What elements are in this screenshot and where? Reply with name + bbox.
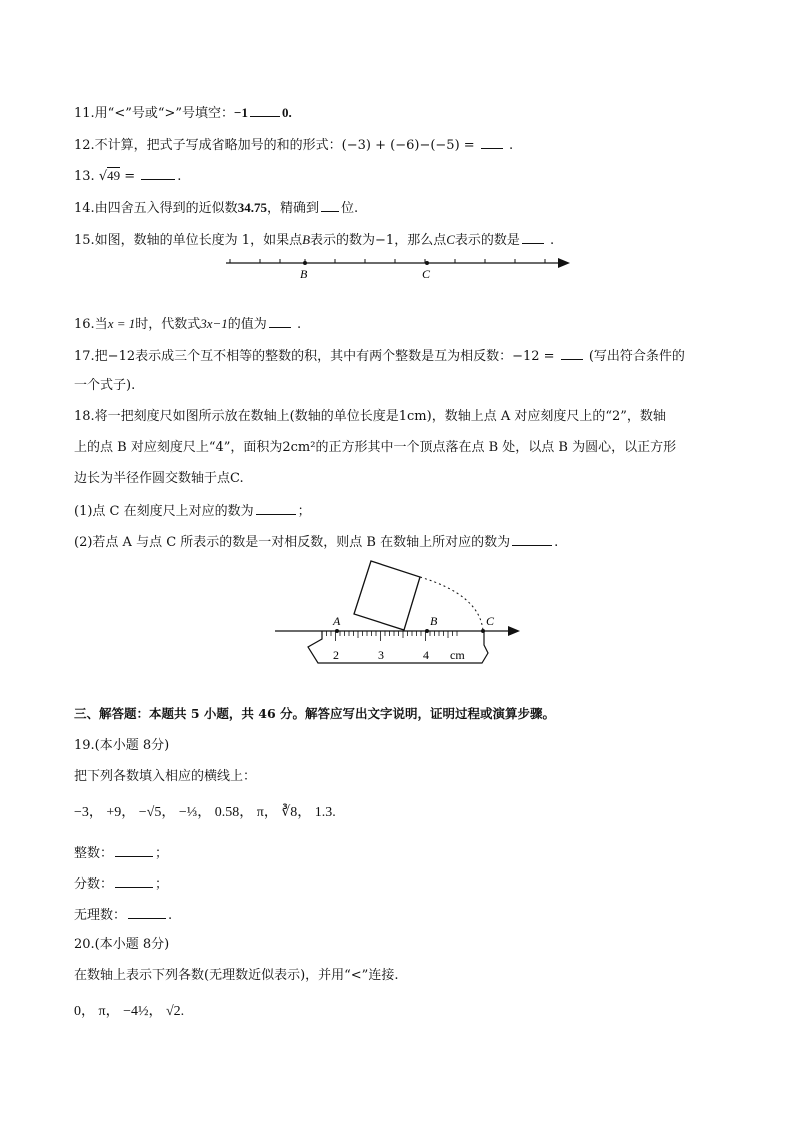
- question-19-head: 19.(本小题 8分): [74, 738, 170, 753]
- question-18-sub2: [74, 532, 558, 552]
- fraction-label: 分数：: [74, 877, 114, 892]
- question-20-numbers: 0， π， −4½， √2.: [74, 1004, 185, 1019]
- q16-blank[interactable]: [269, 314, 291, 328]
- section-3-title: 三、解答题：本题共 5 小题，共 46 分。解答应写出文字说明，证明过程或演算步骤。: [74, 706, 556, 721]
- q16-prefix: 16.当: [74, 317, 108, 332]
- square: [354, 561, 420, 630]
- q11-prefix: 11.用“<”号或“>”号填空：: [74, 106, 235, 121]
- q15-text: 15.如图，数轴的单位长度为 1，如果点: [74, 233, 303, 248]
- q14-blank[interactable]: [321, 198, 339, 212]
- q16-end: .: [296, 317, 302, 332]
- q17-blank[interactable]: [561, 346, 583, 360]
- label-c: C: [422, 267, 431, 281]
- sqrt-symbol: √: [98, 169, 108, 184]
- question-11: [74, 103, 292, 123]
- fraction-end: ；: [155, 877, 169, 892]
- q15-tail: 表示的数是: [454, 233, 520, 248]
- q17-line1: 17.把−12表示成三个互不相等的整数的积，其中有两个整数是互为相反数：−12 =: [74, 349, 559, 364]
- integer-row: [74, 843, 168, 863]
- integer-end: ；: [155, 846, 169, 861]
- q12-blank[interactable]: [481, 135, 503, 149]
- q13-end: .: [177, 169, 182, 184]
- fig-label-c: C: [486, 614, 495, 628]
- q11-left: −1: [234, 105, 248, 120]
- q14-value: 34.75: [237, 200, 267, 215]
- question-19-instruction: 把下列各数填入相应的横线上：: [74, 769, 257, 784]
- question-17: [74, 346, 685, 366]
- q18-sub2-blank[interactable]: [512, 532, 552, 546]
- ruler-label-2: 2: [333, 648, 339, 662]
- q15-blank[interactable]: [522, 230, 544, 244]
- q14-end: 位.: [340, 201, 359, 216]
- q15-end: .: [550, 233, 555, 248]
- question-13: [74, 166, 181, 186]
- question-12: [74, 135, 513, 155]
- question-19-numbers: −3， +9， −√5， −⅓， 0.58， π， ∛8， 1.3.: [74, 805, 336, 820]
- q18-sub2-end: .: [554, 535, 559, 550]
- irrational-row: [74, 905, 172, 925]
- question-18-sub1: [74, 501, 311, 521]
- q11-right: 0.: [281, 105, 292, 120]
- ruler-ticks: [322, 631, 457, 641]
- q13-blank[interactable]: [141, 166, 175, 180]
- ruler-label-4: 4: [423, 648, 429, 662]
- q18-sub1-end: ；: [297, 504, 311, 519]
- fig-label-a: A: [333, 614, 341, 628]
- question-20-instruction: 在数轴上表示下列各数(无理数近似表示)，并用“<”连接.: [74, 968, 399, 983]
- q18-sub2-text: (2)若点 A 与点 C 所表示的数是一对相反数，则点 B 在数轴上所对应的数为: [74, 535, 511, 550]
- q16-cond: x = 1: [107, 316, 136, 331]
- fig-point-b: [425, 629, 429, 633]
- question-15: [74, 230, 554, 250]
- q16-tail: 的值为: [227, 317, 267, 332]
- q15-mid: 表示的数为−1，那么点: [310, 233, 447, 248]
- fig-point-a: [335, 629, 339, 633]
- q12-text: 12.不计算，把式子写成省略加号的和的形式：(−3) + (−6)−(−5) =: [74, 138, 479, 153]
- ruler-unit: cm: [450, 648, 465, 662]
- q14-prefix: 14.由四舍五入得到的近似数: [74, 201, 238, 216]
- irrational-label: 无理数：: [74, 908, 127, 923]
- q18-sub1-text: (1)点 C 在刻度尺上对应的数为: [74, 504, 254, 519]
- fraction-row: [74, 874, 168, 894]
- q13-eq: =: [120, 169, 140, 184]
- point-c: [425, 261, 429, 265]
- q15-b: B: [302, 232, 311, 247]
- question-18-line1: 18.将一把刻度尺如图所示放在数轴上(数轴的单位长度是1cm)，数轴上点 A 对应刻度尺上的“2”，数轴: [74, 409, 666, 424]
- irrational-end: .: [168, 908, 173, 923]
- question-17-line2: 一个式子).: [74, 378, 136, 393]
- ruler-label-3: 3: [378, 648, 384, 662]
- q16-expr: 3x−1: [200, 316, 228, 331]
- question-20-head: 20.(本小题 8分): [74, 937, 170, 952]
- q15-c: C: [446, 232, 455, 247]
- question-18-line3: 边长为半径作圆交数轴于点C.: [74, 471, 244, 486]
- q16-mid: 时，代数式: [135, 317, 201, 332]
- integer-label: 整数：: [74, 846, 114, 861]
- integer-blank[interactable]: [115, 843, 153, 857]
- q15-number-line: [220, 252, 580, 282]
- q13-radicand: 49: [107, 168, 121, 183]
- fraction-blank[interactable]: [115, 874, 153, 888]
- question-18-line2: 上的点 B 对应刻度尺上“4”，面积为2cm²的正方形其中一个顶点落在点 B 处，以点 B 为圆心，以正方形: [74, 440, 677, 455]
- axis-arrow: [508, 626, 520, 636]
- q14-mid: ，精确到: [266, 201, 319, 216]
- irrational-blank[interactable]: [128, 905, 166, 919]
- fig-label-b: B: [430, 614, 438, 628]
- q18-sub1-blank[interactable]: [256, 501, 296, 515]
- q12-end: .: [508, 138, 514, 153]
- fig-point-c: [481, 629, 485, 633]
- question-14: [74, 198, 358, 218]
- question-16: [74, 314, 301, 334]
- q17-note: (写出符合条件的: [588, 349, 685, 364]
- ruler-figure: [270, 555, 530, 675]
- q11-blank[interactable]: [250, 103, 280, 117]
- label-b: B: [300, 267, 308, 281]
- point-b: [303, 261, 307, 265]
- q13-prefix: 13.: [74, 169, 95, 184]
